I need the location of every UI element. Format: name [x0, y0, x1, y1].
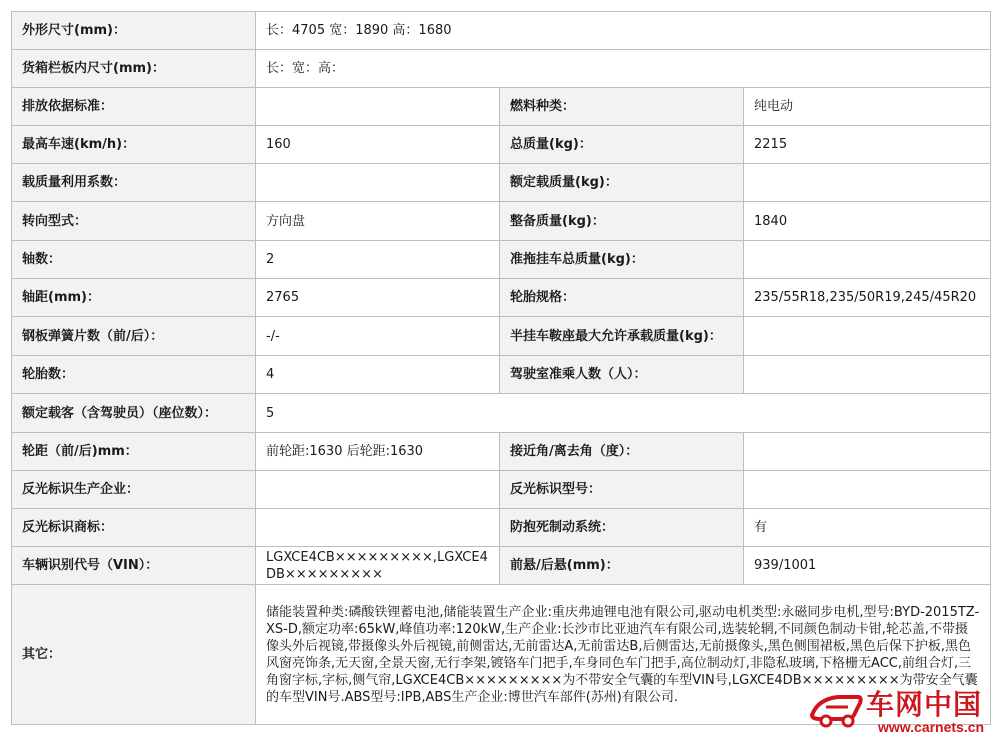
field-value: 前轮距:1630 后轮距:1630	[256, 433, 500, 471]
table-row	[12, 202, 991, 241]
watermark-url: www.carnets.cn	[878, 719, 985, 735]
field-label: 额定载质量(kg)：	[500, 164, 744, 202]
vehicle-spec-table	[11, 11, 991, 725]
table-row	[12, 356, 991, 394]
field-label: 外形尺寸(mm)：	[12, 12, 256, 50]
field-value: 2	[256, 241, 500, 279]
table-row	[12, 50, 991, 88]
field-label: 燃料种类：	[500, 88, 744, 126]
table-row	[12, 547, 991, 585]
field-value: 长：宽：高：	[256, 50, 991, 88]
spec-table-body	[12, 12, 991, 725]
field-value: 2765	[256, 279, 500, 317]
field-label: 额定载客（含驾驶员）（座位数）：	[12, 394, 256, 433]
field-value	[744, 164, 991, 202]
watermark-text: 车网中国	[866, 688, 983, 721]
field-label: 载质量利用系数：	[12, 164, 256, 202]
field-label: 轮胎数：	[12, 356, 256, 394]
field-value	[744, 356, 991, 394]
field-label: 轴数：	[12, 241, 256, 279]
field-value: LGXCE4CB×××××××××,LGXCE4DB×××××××××	[256, 547, 500, 585]
field-label: 半挂车鞍座最大允许承载质量(kg)：	[500, 317, 744, 356]
field-label: 防抱死制动系统：	[500, 509, 744, 547]
field-value: 有	[744, 509, 991, 547]
field-value: 长：4705 宽：1890 高：1680	[256, 12, 991, 50]
table-row	[12, 164, 991, 202]
field-value: 2215	[744, 126, 991, 164]
field-value: 160	[256, 126, 500, 164]
field-value	[256, 88, 500, 126]
table-row	[12, 88, 991, 126]
field-value: 纯电动	[744, 88, 991, 126]
table-row	[12, 471, 991, 509]
field-label: 接近角/离去角（度）：	[500, 433, 744, 471]
field-value	[256, 471, 500, 509]
field-value: 939/1001	[744, 547, 991, 585]
field-label: 钢板弹簧片数（前/后）：	[12, 317, 256, 356]
field-label: 排放依据标准：	[12, 88, 256, 126]
field-label: 轴距(mm)：	[12, 279, 256, 317]
field-value: 方向盘	[256, 202, 500, 241]
field-value	[256, 164, 500, 202]
field-label: 反光标识生产企业：	[12, 471, 256, 509]
field-value	[744, 241, 991, 279]
field-value: 4	[256, 356, 500, 394]
field-value: 1840	[744, 202, 991, 241]
other-notes-text: 储能装置种类:磷酸铁锂蓄电池,储能装置生产企业:重庆弗迪锂电池有限公司,驱动电机类型:永磁同步电机,型号:BYD-2015TZ-XS-D,额定功率:65kW,峰值功率:120kW,生产企业:长沙市比亚迪汽车有限公司,选装轮辋,不同颜色制动卡钳,轮芯盖,不带摄像头外后视镜,带摄像头外后视镜,前侧雷达,无前雷达A,无前雷达B,后侧雷达,无前摄像头,黑色侧围裙板,黑色后保下护板,黑色风窗亮饰条,无天窗,全景天窗,无行李架,镀铬车门把手,车身同色车门把手,高位制动灯,非隐私玻璃,下格栅无ACC,前组合灯,三角窗字标,字标,侧气帘,LGXCE4CB×××××××××为不带安全气囊的车型VIN号,LGXCE4DB×××××××××为带安全气囊的车型VIN号.ABS型号:IPB,ABS生产企业:博世汽车部件(苏州)有限公司.	[256, 585, 991, 725]
field-value: 5	[256, 394, 991, 433]
other-label: 其它：	[12, 585, 256, 725]
field-label: 反光标识型号：	[500, 471, 744, 509]
table-row	[12, 394, 991, 433]
field-value	[256, 509, 500, 547]
field-label: 车辆识别代号（VIN）：	[12, 547, 256, 585]
field-label: 前悬/后悬(mm)：	[500, 547, 744, 585]
field-label: 轮胎规格：	[500, 279, 744, 317]
table-row	[12, 279, 991, 317]
table-row	[12, 433, 991, 471]
table-row	[12, 317, 991, 356]
field-label: 整备质量(kg)：	[500, 202, 744, 241]
field-label: 最高车速(km/h)：	[12, 126, 256, 164]
watermark	[808, 683, 998, 739]
field-value	[744, 471, 991, 509]
field-label: 反光标识商标：	[12, 509, 256, 547]
field-value	[744, 317, 991, 356]
car-logo-icon	[808, 685, 864, 729]
field-value: 235/55R18,235/50R19,245/45R20	[744, 279, 991, 317]
table-row	[12, 241, 991, 279]
field-value: -/-	[256, 317, 500, 356]
field-label: 转向型式：	[12, 202, 256, 241]
field-label: 货箱栏板内尺寸(mm)：	[12, 50, 256, 88]
table-row	[12, 126, 991, 164]
field-label: 轮距（前/后)mm：	[12, 433, 256, 471]
table-row	[12, 509, 991, 547]
table-row	[12, 12, 991, 50]
field-label: 总质量(kg)：	[500, 126, 744, 164]
field-label: 驾驶室准乘人数（人）：	[500, 356, 744, 394]
field-label: 准拖挂车总质量(kg)：	[500, 241, 744, 279]
field-value	[744, 433, 991, 471]
